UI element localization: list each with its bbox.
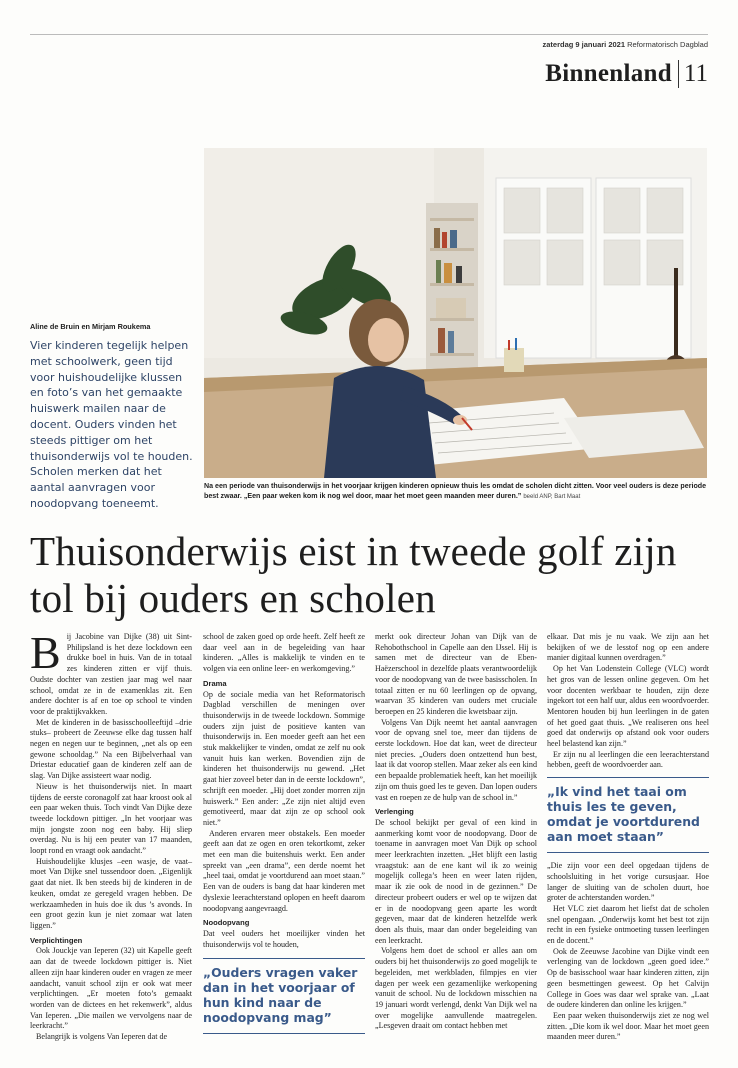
photo-illustration	[204, 148, 707, 478]
article-column-2	[203, 632, 365, 1042]
section-name: Binnenland	[545, 60, 672, 87]
paragraph: Dat veel ouders het moeilijker vinden het thuisonderwijs vol te houden,	[203, 928, 365, 949]
photo-caption	[204, 481, 707, 502]
article-intro: Vier kinderen tegelijk helpen met schoolwerk, geen tijd voor huishoudelijke klussen en foto’s van het gemaakte huiswerk mailen naar de docent. Ouders vinden het steeds pittiger om het thuisonderwijs vol te houden. Scholen merken dat het aantal aanvragen voor noodopvang toeneemt.	[30, 339, 193, 510]
byline: Aline de Bruin en Mirjam Roukema	[30, 322, 151, 331]
headline: Thuisonderwijs eist in tweede golf zijn tol bij ouders en scholen	[30, 528, 677, 621]
paragraph: Het VLC ziet daarom het liefst dat de scholen snel opengaan. „Onderwijs komt het best tot zijn recht in een fysieke ontmoeting tussen leerlingen en de docent.”	[547, 903, 709, 946]
subheading-noodopvang: Noodopvang	[203, 918, 250, 928]
paragraph: Een paar weken thuisonderwijs ziet ze nog wel zitten. „Die kom ik wel door. Maar het moet geen maanden meer duren.”	[547, 1010, 709, 1042]
paragraph: Ook de Zeeuwse Jacobine van Dijke vindt een verlenging van de lockdown „geen goed idee.” Op de basisschool waar haar kinderen zitten, zijn geen besmettingen geweest. Op het Calvijn College in Goes was daar wel sprake van. „Laat de oudere kinderen dan online les krijgen.”	[547, 946, 709, 1010]
section-divider	[678, 60, 679, 88]
paragraph	[30, 627, 192, 718]
pull-quote: „Ouders vragen vaker dan in het voorjaar of hun kind naar de noodopvang mag”	[203, 958, 365, 1034]
paragraph: Met de kinderen in de basisschoolleeftijd –drie stuks– probeert de Zeeuwse elke dag tussen half negen en negen uur te beginnen, „net als op een gewone schooldag.” Na een Bijbelverhaal van Driestar educatief gaan de kinderen zelf aan de slag. Van Dijke assisteert waar nodig.	[30, 717, 192, 781]
paragraph: Op het Van Lodenstein College (VLC) wordt het gros van de lessen online gegeven. Om het voor docenten werkbaar te houden, zijn deze ingekort tot een half uur, aldus een woordvoerder. Mentoren houden bij hun leerlingen in de gaten of het goed gaat thuis. „We realiseren ons heel goed dat onderwijs op afstand ook voor ouders heel belastend kan zijn.”	[547, 664, 709, 749]
paragraph: Volgens Van Dijk neemt het aantal aanvragen voor de opvang snel toe, meer dan tijdens de eerste lockdown. Hoe dat kan, weet de directeur niet precies. „Ouders doen ontzettend hun best, laat ik dat voorop stellen. Maar zeker als een kind een bepaalde problematiek heeft, kan het moeilijk zijn om thuis goed les te geven. Dan lopen ouders vast en roepen ze de hulp van de school in.”	[375, 717, 537, 802]
dateline	[542, 40, 708, 49]
paragraph: school de zaken goed op orde heeft. Zelf heeft ze daar veel aan in de begeleiding van haar kinderen. „Alles is makkelijk te vinden en te volgen via een online leer- en werkomgeving.”	[203, 632, 365, 674]
subheading-verlenging: Verlenging	[375, 807, 414, 817]
article-photo	[204, 148, 707, 478]
paragraph: Belangrijk is volgens Van Ieperen dat de	[36, 1032, 168, 1042]
article-column-3	[375, 632, 537, 1032]
article-column-1	[30, 627, 192, 1043]
issue-date: zaterdag 9 januari 2021	[542, 40, 626, 49]
section-header	[545, 60, 708, 88]
paragraph: Er zijn nu al leerlingen die een leerachterstand hebben, geeft de woordvoerder aan.	[547, 749, 709, 770]
paragraph: De school bekijkt per geval of een kind in aanmerking komt voor de noodopvang. Door de toename in aanvragen moet Van Dijk op school meer leerkrachten inzetten. „Het blijft een lastig vraagstuk: aan de ene kant wil ik zo weinig mogelijk collega’s heen en weer laten rijden, maar ik zie ook de nood in de gezinnen.” De directeur probeert ouders er wel op te wijzen dat er in de noodopvang geen aparte les wordt gegeven, maar dat de kinderen hetzelfde werk doen als thuis, maar dan onder begeleiding van een leerkracht.	[375, 817, 537, 945]
paragraph: merkt ook directeur Johan van Dijk van de Rehobothschool in Capelle aan den IJssel. Hij is samen met de directeur van de Eben-Haëzerschool in dezelfde plaats verantwoordelijk voor de noodopvang van de twee basisscholen. In totaal zitten er nu 60 leerlingen op de opvang, waarvan 35 kinderen van ouders met cruciale beroepen en 25 kinderen die kwetsbaar zijn.	[375, 632, 537, 716]
top-rule	[30, 34, 708, 35]
paragraph: Nieuw is het thuisonderwijs niet. In maart tijdens de eerste coronagolf zat haar kroost ook al een paar weken thuis. Toch vindt Van Dijke deze tweede lockdown pittiger. „In het voorjaar was mijn jongste zoon nog een baby. Hij sliep overdag. Nu is hij een peuter van 17 maanden, loopt rond en vraagt ook aandacht.”	[30, 781, 192, 856]
subheading-verplichtingen: Verplichtingen	[30, 935, 83, 945]
drop-cap: B	[30, 627, 61, 678]
paragraph: Volgens hem doet de school er alles aan om ouders bij het thuisonderwijs zo goed mogelijk te begeleiden, met werkbladen, filmpjes en vier dagen per week een gezamenlijke werkopening vanuit de school. Nu de lockdown misschien na 19 januari wordt verlengd, denkt Van Dijk wel na over mogelijke aanvullende maatregelen. „Lesgeven draait om contact hebben met	[375, 946, 537, 1031]
subheading-drama: Drama	[203, 678, 227, 688]
photo-credit: beeld ANP, Bart Maat	[523, 494, 581, 500]
pull-quote: „Ik vind het taai om thuis les te geven, omdat je voortdurend aan moet staan”	[547, 777, 709, 853]
paragraph: elkaar. Dat mis je nu vaak. We zijn aan het bekijken of we de lesstof nog op een andere manier digitaal kunnen overdragen.”	[547, 632, 709, 663]
caption-text: Na een periode van thuisonderwijs in het voorjaar krijgen kinderen opnieuw thuis les omdat de scholen dicht zitten. Voor veel ouders is deze periode best zwaar. „Een paar weken kom ik nog wel door, maar het moet geen maanden meer duren.”	[204, 482, 707, 500]
paragraph: Ook Jouckje van Ieperen (32) uit Kapelle geeft aan dat de tweede lockdown pittiger is. Niet alleen zijn haar kinderen ouder en vragen ze meer aandacht, vanuit school zijn er ook wat meer verplichtingen. „Er moeten foto’s gemaakt worden van de dictees en het rekenwerk”, aldus Van Ieperen. „Die mailen we vervolgens naar de leerkracht.”	[30, 946, 192, 1031]
article-column-4	[547, 632, 709, 1043]
paragraph: Anderen ervaren meer obstakels. Een moeder geeft aan dat ze ogen en oren tekortkomt, zeker met een man die buitenshuis werkt. Een ander spreekt van „een drama”, een derde noemt het „heel taai, omdat je voortdurend aan moet staan.” Een van de ouders is bang dat haar kinderen met dyslexie leerachterstand oplopen en heeft daarom noodopvang aangevraagd.	[203, 828, 365, 913]
paragraph: Huishoudelijke klusjes –een wasje, de vaat– moet Van Dijke snel tussendoor doen. „Eigenlijk gaat dat niet. Ik ben steeds bij de kinderen in de keuken, omdat ze geregeld vragen hebben. De werkzaamheden in huis doe ik dus ’s avonds. In een groot gezin kun je niet zomaar wat laten liggen.”	[30, 856, 192, 930]
paper-name: Reformatorisch Dagblad	[627, 40, 708, 49]
paragraph-text: ij Jacobine van Dijke (38) uit Sint-Philipsland is het deze lockdown een drukke boel in huis. Van de in totaal zes kinderen zitten er vijf thuis. Oudste dochter van zestien jaar mag wel naar school, omdat ze in de examenklas zit. Een andere dochter is af en toe op school te vinden voor de praktijkvakken.	[30, 632, 192, 716]
paragraph: „Die zijn voor een deel opgedaan tijdens de schoolsluiting in het vorige cursusjaar. Hoe langer de sluiting van de scholen duurt, hoe groter de achterstanden worden.”	[547, 861, 709, 903]
paragraph: Op de sociale media van het Reformatorisch Dagblad verschillen de meningen over thuisonderwijs in de tweede lockdown. Sommige ouders zijn juist de positieve kanten van thuisonderwijs in. Een moeder geeft aan het een stuk makkelijker te vinden, omdat ze zelf nu ook vanuit huis kan werken. Bovendien zijn de kinderen het thuisonderwijs nu gewend. „Het gaat hier zoveel beter dan in de eerste lockdown”, schrijft een moeder. „Hij doet zonder morren zijn huiswerk.” Een ander: „Ze zijn niet altijd even gemotiveerd, maar dat zijn ze op school ook niet.”	[203, 689, 365, 827]
page-number: 11	[683, 60, 708, 87]
